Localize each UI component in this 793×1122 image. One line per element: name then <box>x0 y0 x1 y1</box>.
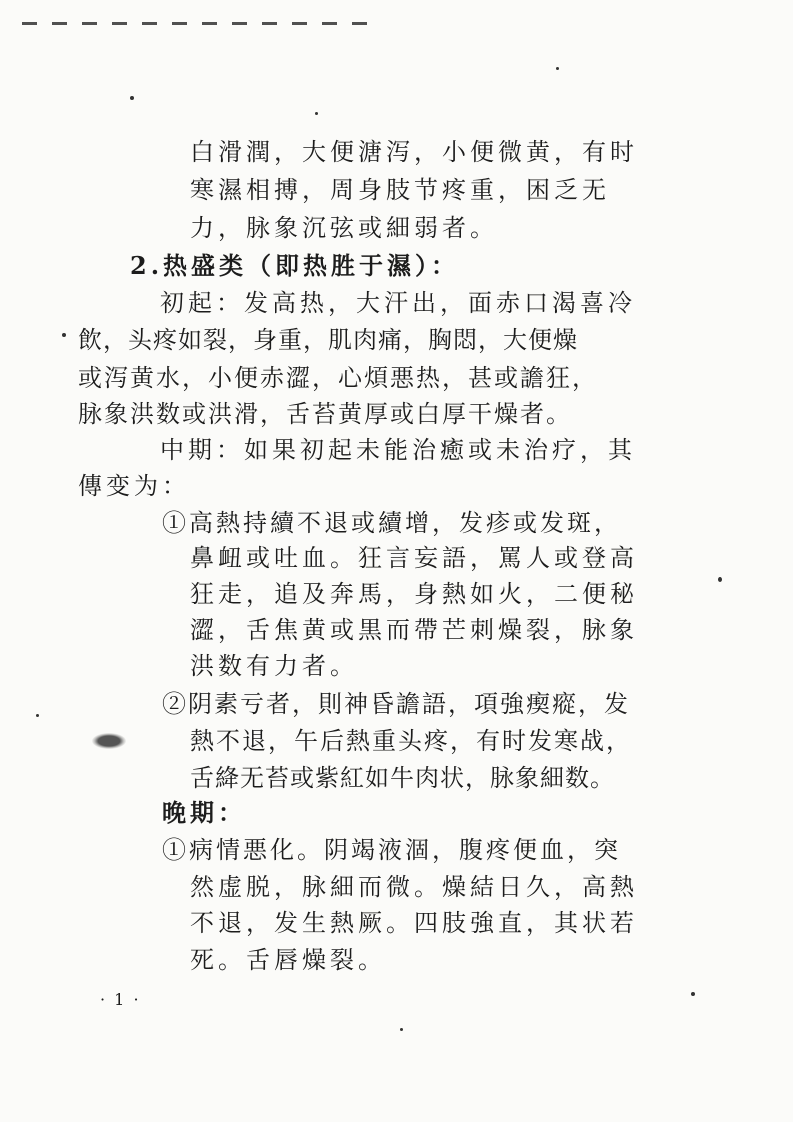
text-line: 舌絳无苔或紫紅如牛肉状，脉象細数。 <box>190 764 615 792</box>
text-line: 死。舌唇燥裂。 <box>190 946 386 974</box>
ink-speck <box>62 333 66 337</box>
text-line: 脉象洪数或洪滑，舌苔黄厚或白厚干燥者。 <box>78 400 572 428</box>
ink-speck <box>691 992 695 996</box>
text-line: 熱不退，午后熱重头疼，有时发寒战， <box>190 727 632 755</box>
text-line: 狂走，追及奔馬，身熱如火，二便秘 <box>190 580 638 608</box>
text-line: 或泻黄水，小便赤澀，心煩悪热，甚或譫狂， <box>78 364 598 392</box>
section-heading: 晚期： <box>162 798 246 827</box>
text-line: 不退，发生熱厥。四肢強直，其状若 <box>190 909 638 937</box>
ink-blot <box>92 733 126 749</box>
ink-speck <box>36 714 39 717</box>
ink-speck <box>315 112 318 115</box>
list-item: ①病情悪化。阴竭液涸，腹疼便血，突 <box>162 836 621 864</box>
ink-speck <box>130 96 134 100</box>
text-line: 澀，舌焦黄或黒而帶芒刺燥裂，脉象 <box>190 616 638 644</box>
text-line: 傳变为： <box>78 472 190 500</box>
text-line: 然虚脱，脉細而微。燥結日久，高熱 <box>190 873 638 901</box>
ink-speck <box>718 577 722 582</box>
list-item: ②阴素亏者，則神昏譫語，項強瘈瘲，发 <box>162 690 630 718</box>
text-line: 飲，头疼如裂，身重，肌肉痛，胸悶，大便燥 <box>78 326 578 354</box>
text-line: 力，脉象沉弦或細弱者。 <box>190 214 498 242</box>
text-line: 寒濕相搏，周身肢节疼重，困乏无 <box>190 176 610 204</box>
section-heading: 2.热盛类（即热胜于濕）： <box>130 251 460 280</box>
text-line: 初起：发高热，大汗出，面赤口渴喜冷 <box>160 289 636 317</box>
text-line: 洪数有力者。 <box>190 652 358 680</box>
text-line: 中期：如果初起未能治癒或未治疗，其 <box>160 436 636 464</box>
list-item: ①高熱持續不退或續增，发疹或发斑， <box>162 509 621 537</box>
ink-speck <box>400 1028 403 1031</box>
text-line: 鼻衄或吐血。狂言妄語，罵人或登高 <box>190 544 638 572</box>
text-line: 白滑潤，大便溏泻，小便微黄，有时 <box>190 138 638 166</box>
top-dashed-rule <box>22 22 382 25</box>
ink-speck <box>556 67 559 70</box>
page-number: · 1 · <box>100 990 141 1009</box>
